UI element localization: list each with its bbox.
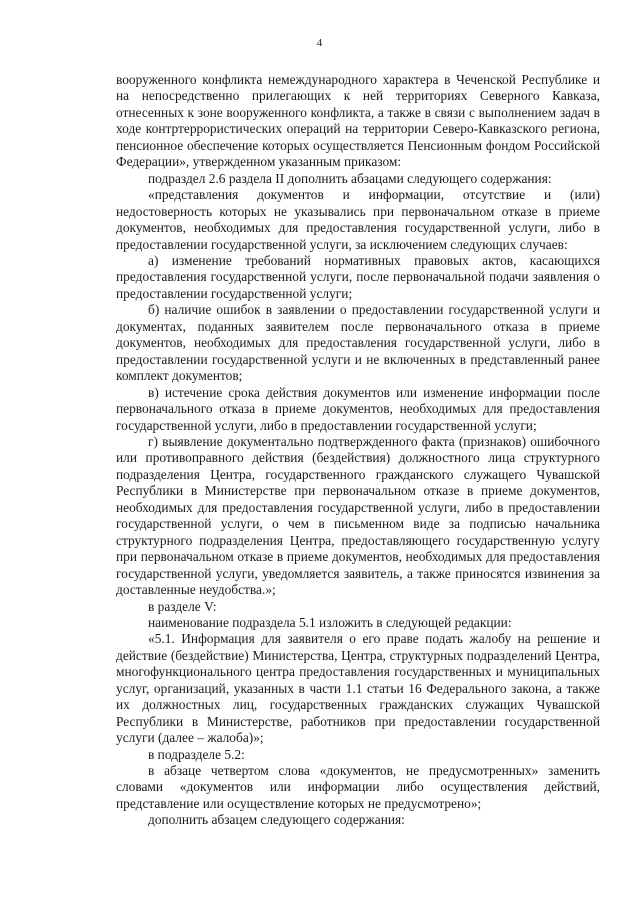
document-body: [116, 72, 600, 829]
paragraph: в подразделе 5.2:: [148, 746, 245, 762]
paragraph: наименование подраздела 5.1 изложить в следующей редакции:: [148, 614, 512, 630]
paragraph: дополнить абзацем следующего содержания:: [148, 812, 405, 828]
paragraph: «5.1. Информация для заявителя о его праве подать жалобу на решение и действие (бездействие) Министерства, Центра, структурных подразделений Центра, многофункционального центра предоставления государственных и муниципальных услуг, организаций, указанных в части 1.1 статьи 16 Федерального закона, а также их должностных лиц, государственных гражданских служащих Чувашской Республики в Министерстве, работников при предоставлении государственной услуги (далее – жалоба)»;: [116, 631, 600, 746]
paragraph: в абзаце четвертом слова «документов, не предусмотренных» заменить словами «документов или информации либо осуществления действий, представление или осуществление которых не предусмотрено»;: [116, 763, 600, 811]
paragraph: подраздел 2.6 раздела II дополнить абзацами следующего содержания:: [148, 170, 552, 186]
paragraph: в) истечение срока действия документов или изменение информации после первоначального отказа в приеме документов, необходимых для предоставления государственной услуги, либо в предоставлении государственной услуги;: [116, 384, 600, 433]
paragraph: вооруженного конфликта немеждународного характера в Чеченской Республике и на непосредственно прилегающих к ней территориях Северного Кавказа, отнесенных к зоне вооруженного конфликта, а также в связи с выполнением задач в ходе контртеррористических операций на территории Северо-Кавказского региона, пенсионное обеспечение которых осуществляется Пенсионным фондом Российской Федерации», утвержденном указанным приказом:: [116, 72, 600, 170]
paragraph: г) выявление документально подтвержденного факта (признаков) ошибочного или противоправного действия (бездействия) должностного лица структурного подразделения Центра, государственного гражданского служащего Чувашской Республики в Министерстве при первоначальном отказе в приеме документов, необходимых для предоставления государственной услуги, либо в предоставлении государственной услуги, о чем в письменном виде за подписью начальника структурного подразделения Центра, предоставляющего государственную услугу при первоначальном отказе в приеме документов, необходимых для предоставления государственной услуги, уведомляется заявитель, а также приносятся извинения за доставленные неудобства.»;: [116, 433, 600, 598]
paragraph: в разделе V:: [148, 598, 217, 614]
paragraph: «представления документов и информации, отсутствие и (или) недостоверность которых не указывались при первоначальном отказе в приеме документов, необходимых для предоставления государственной услуги, либо в предоставлении государственной услуги, за исключением следующих случаев:: [116, 187, 600, 252]
page-number: 4: [316, 37, 323, 49]
paragraph: а) изменение требований нормативных правовых актов, касающихся предоставления государственной услуги, после первоначальной подачи заявления о предоставлении государственной услуги;: [116, 252, 600, 301]
paragraph: б) наличие ошибок в заявлении о предоставлении государственной услуги и документах, поданных заявителем после первоначального отказа в приеме документов, необходимых для предоставления государственной услуги, либо в предоставлении государственной услуги и не включенных в представленный ранее комплект документов;: [116, 302, 600, 384]
